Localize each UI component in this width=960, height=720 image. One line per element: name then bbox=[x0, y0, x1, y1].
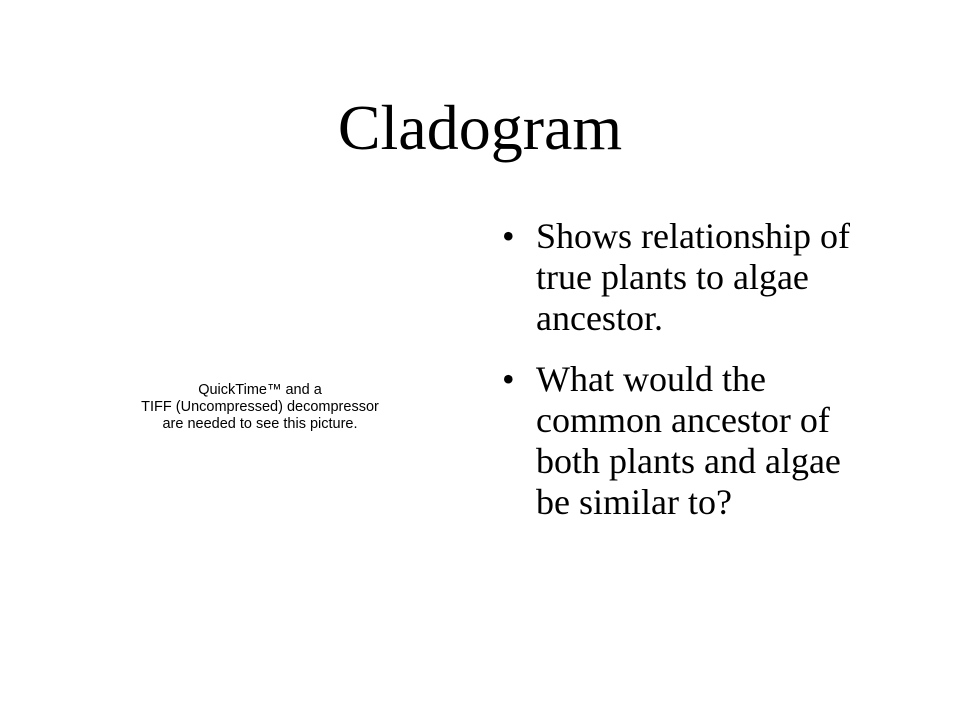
missing-image-placeholder bbox=[110, 382, 410, 433]
bullet-marker: • bbox=[502, 359, 515, 399]
placeholder-line: are needed to see this picture. bbox=[162, 416, 358, 432]
bullet-text-line: Shows relationship of bbox=[536, 216, 850, 256]
bullet-text-line: be similar to? bbox=[536, 482, 732, 522]
bullet-text-line: both plants and algae bbox=[536, 441, 841, 481]
bullet-list bbox=[494, 216, 894, 543]
bullet-text-line: ancestor. bbox=[536, 298, 663, 338]
placeholder-line: TIFF (Uncompressed) decompressor bbox=[141, 399, 379, 415]
bullet-marker: • bbox=[502, 216, 515, 256]
bullet-text-line: common ancestor of bbox=[536, 400, 830, 440]
bullet-item bbox=[494, 216, 894, 339]
bullet-text-line: What would the bbox=[536, 359, 766, 399]
placeholder-line: QuickTime™ and a bbox=[198, 382, 322, 398]
slide-title: Cladogram bbox=[337, 92, 623, 163]
bullet-text-line: true plants to algae bbox=[536, 257, 809, 297]
bullet-item bbox=[494, 359, 894, 523]
